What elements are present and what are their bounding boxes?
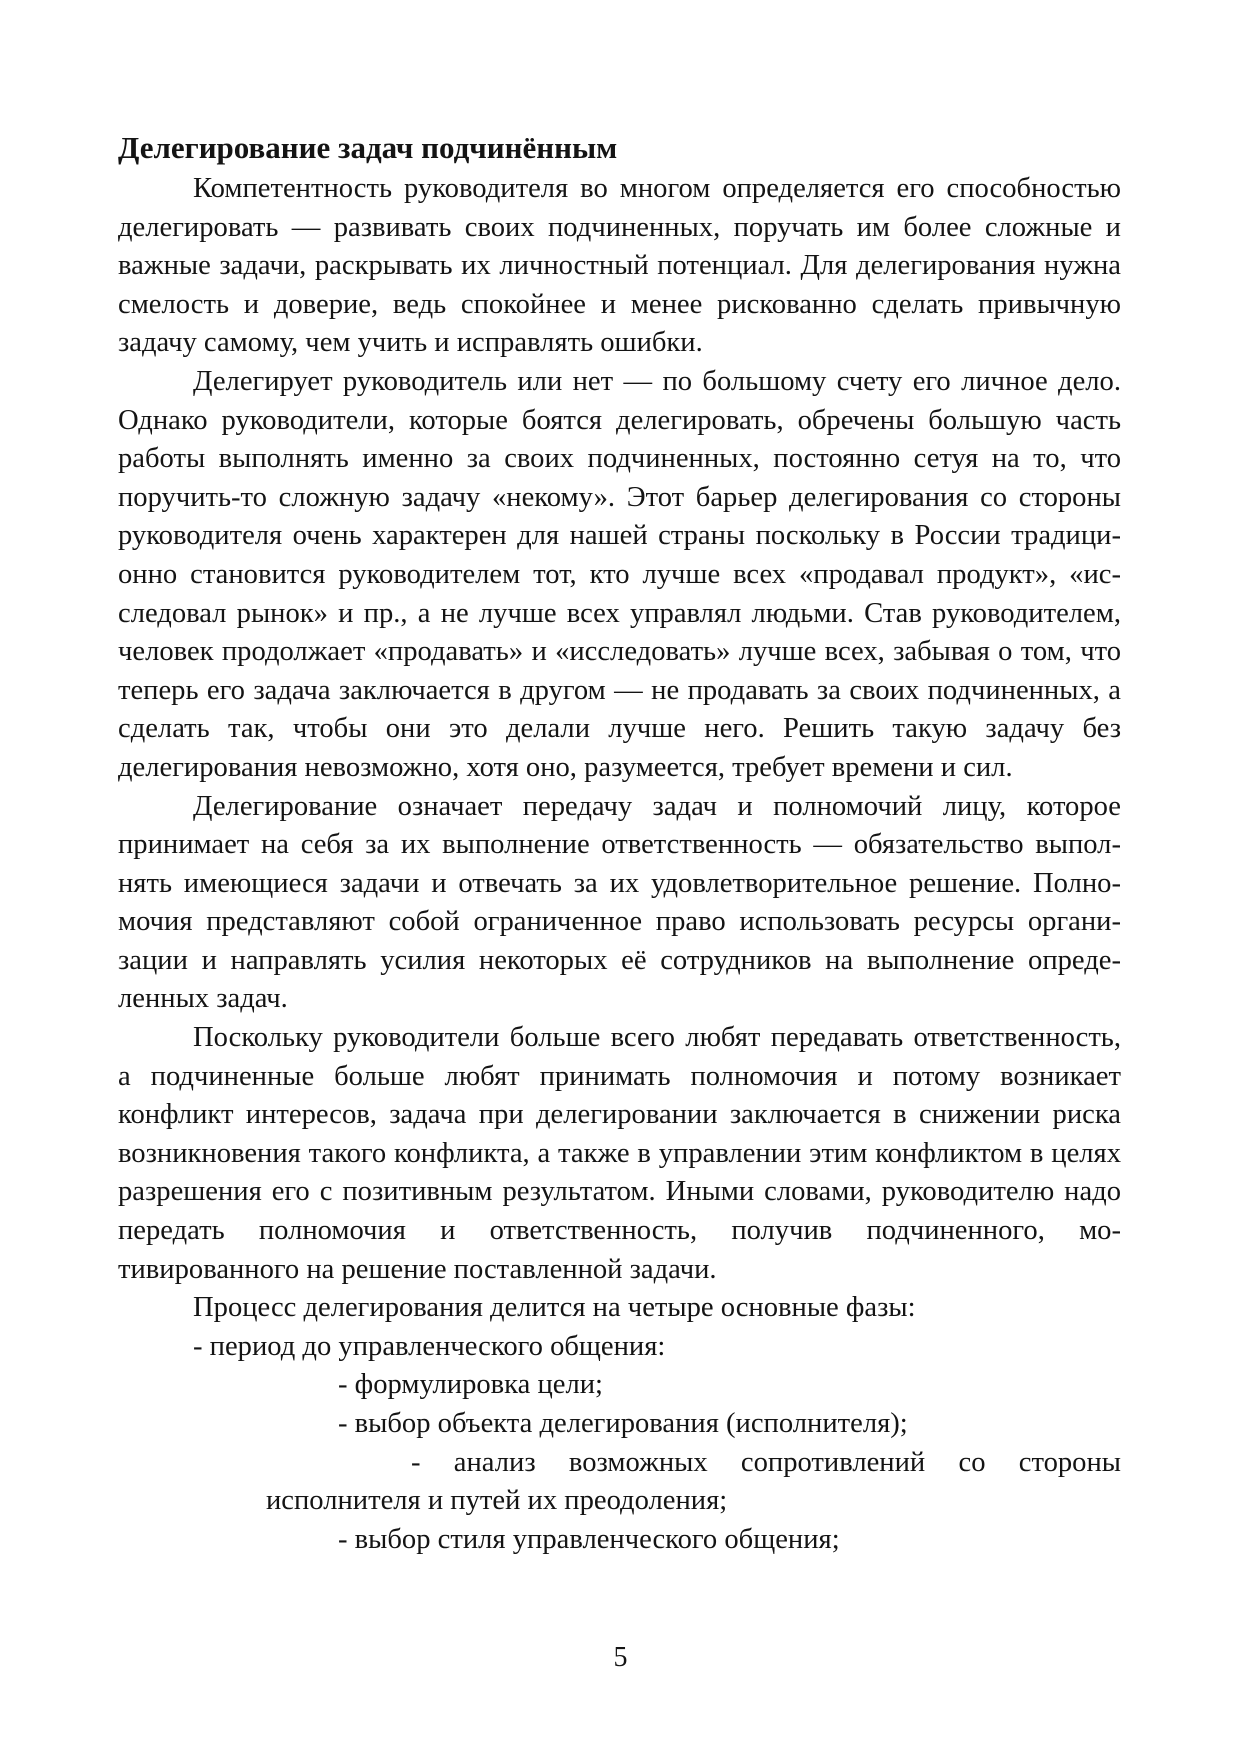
- phases-intro: Процесс делегирования делится на четыре основные фазы:: [193, 1292, 916, 1324]
- paragraph: Делегирует руководитель или нет — по большому счету его личное дело. Однако руководители, которые боятся делегировать, обречены большую часть работы выполнять именно за своих подчиненных, постоянно сетуя на то, что поручить-то сложную задачу «некому». Этот барьер делегирования со стороны руководителя очень характерен для нашей страны поскольку в России традиционно становится руководителем тот, кто лучше всех «продавал продукт», «исследовал рынок» и пр., а не лучше всех управлял людьми. Став руководителем, человек продолжает «продавать» и «исследовать» лучше всех, забывая о том, что теперь его задача заключается в другом — не продавать за своих подчиненных, а сделать так, чтобы они это делали лучше него. Решить такую задачу без делегирования невозможно, хотя оно, разумеется, требует времени и сил.: [118, 365, 1121, 783]
- section-heading: Делегирование задач подчинённым: [118, 130, 618, 165]
- list-subitem: - выбор объекта делегирования (исполнителя);: [338, 1408, 908, 1439]
- list-subitem: - выбор стиля управленческого общения;: [338, 1523, 840, 1555]
- paragraph: Компетентность руководителя во многом определяется его способностью делегировать — развивать своих подчиненных, поручать им более сложные и важные задачи, раскрывать их личностный потенциал. Для делегирования нужна смелость и доверие, ведь спокойнее и менее рискованно сделать привычную задачу самому, чем учить и исправлять ошибки.: [118, 173, 1121, 359]
- document-page: [118, 128, 1121, 1559]
- list-subitem: - анализ возможных сопротивлений со стороны исполнителя и путей их преодоления;: [266, 1446, 1121, 1517]
- paragraph: Делегирование означает передачу задач и полномочий лицу, которое принимает на себя за их выполнение ответственность — обязательство выполнять имеющиеся задачи и отвечать за их удовлетворительное решение. Полномочия представляют собой ограниченное право использовать ресурсы организации и направлять усилия некоторых её сотрудников на выполнение определенных задач.: [118, 790, 1121, 1015]
- list-item: - период до управленческого общения:: [193, 1330, 666, 1362]
- paragraph: Поскольку руководители больше всего любят передавать ответственность, а подчиненные больше любят принимать полномочия и потому возникает конфликт интересов, задача при делегировании заключается в снижении риска возникновения такого конфликта, а также в управлении этим конфликтом в целях разрешения его с позитивным результатом. Иными словами, руководителю надо передать полномочия и ответственность, получив подчиненного, мотивированного на решение поставленной задачи.: [118, 1022, 1121, 1285]
- page-number: 5: [613, 1642, 628, 1673]
- list-subitem: - формулировка цели;: [338, 1369, 603, 1401]
